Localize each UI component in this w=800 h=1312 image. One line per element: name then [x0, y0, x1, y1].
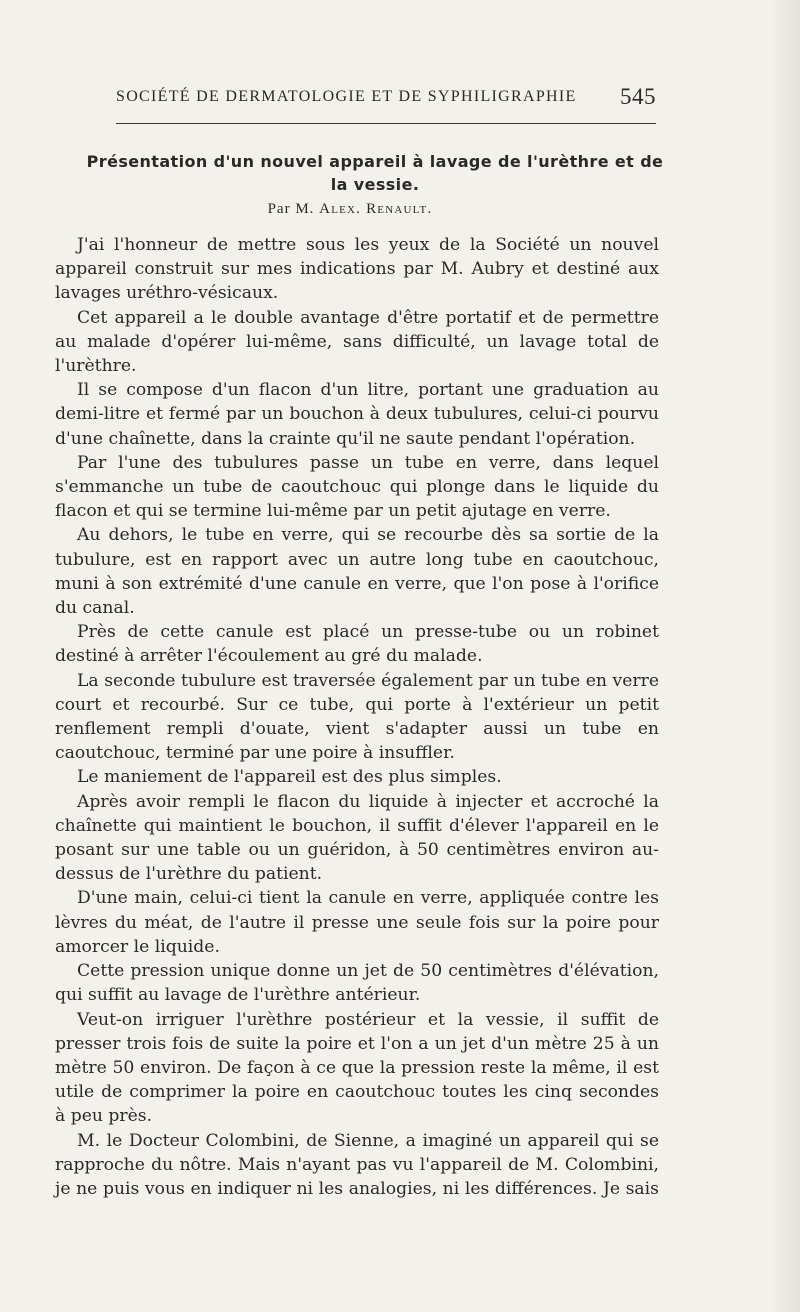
header-rule	[116, 123, 656, 124]
paragraph: Veut-on irriguer l'urèthre postérieur et la vessie, il suffit de presser trois fois de suite la poire et l'on a un jet d'un mètre 25 à un mètre 50 environ. De façon à ce que la pression reste la même, il est utile de comprimer la poire en caoutchouc toutes les cinq secondes à peu près.	[55, 1009, 659, 1127]
paragraph: Il se compose d'un flacon d'un litre, portant une graduation au demi-litre et fermé par un bouchon à deux tubulures, celui-ci pourvu d'une chaînette, dans la crainte qu'il ne saute pendant l'opération.	[55, 380, 659, 449]
paragraph: Au dehors, le tube en verre, qui se recourbe dès sa sortie de la tubulure, est en rapport avec un autre long tube en caoutchouc, muni à son extrémité d'une canule en verre, que l'on pose à l'orifice du canal.	[55, 525, 659, 619]
page-number: 545	[620, 84, 656, 109]
paragraph: J'ai l'honneur de mettre sous les yeux de la Société un nouvel appareil construit sur mes indications par M. Aubry et destiné aux lavages uréthro-vésicaux.	[55, 235, 659, 304]
paragraph: M. le Docteur Colombini, de Sienne, a imaginé un appareil qui se rapproche du nôtre. Mais n'ayant pas vu l'appareil de M. Colombini, je ne puis vous en indiquer ni les analogies, ni les différences. Je sais	[55, 1130, 659, 1199]
paragraph: Près de cette canule est placé un presse-tube ou un robinet destiné à arrêter l'écoulement au gré du malade.	[55, 622, 659, 667]
paragraph: D'une main, celui-ci tient la canule en verre, appliquée contre les lèvres du méat, de l'autre il presse une seule fois sur la poire pour amorcer le liquide.	[55, 888, 659, 957]
paragraph: La seconde tubulure est traversée également par un tube en verre court et recourbé. Sur ce tube, qui porte à l'extérieur un petit renflement rempli d'ouate, vient s'adapter aussi un tube en caoutchouc, terminé par une poire à insuffler.	[55, 670, 659, 764]
paragraph: Cet appareil a le double avantage d'être portatif et de permettre au malade d'opérer lui-même, sans difficulté, un lavage total de l'urèthre.	[55, 307, 659, 377]
article-title: Présentation d'un nouvel appareil à lavage de l'urèthre et de la vessie.	[86, 152, 664, 194]
paragraph: Par l'une des tubulures passe un tube en verre, dans lequel s'emmanche un tube de caoutchouc qui plonge dans le liquide du flacon et qui se termine lui-même par un petit ajutage en verre.	[55, 452, 659, 522]
running-head	[116, 86, 656, 112]
author-name: Alex. Renault.	[319, 201, 433, 217]
byline-prefix: Par M.	[267, 201, 315, 217]
paragraph: Après avoir rempli le flacon du liquide à injecter et accroché la chaînette qui maintient le bouchon, il suffit d'élever l'appareil en le posant sur une table ou un guéridon, à 50 centimètres environ au-dessus de l'urèthre du patient.	[55, 791, 659, 885]
paragraph: Cette pression unique donne un jet de 50 centimètres d'élévation, qui suffit au lavage de l'urèthre antérieur.	[55, 961, 659, 1006]
page-edge-shadow	[770, 0, 800, 1312]
running-title: SOCIÉTÉ DE DERMATOLOGIE ET DE SYPHILIGRAPHIE	[116, 88, 577, 105]
paragraph: Le maniement de l'appareil est des plus simples.	[77, 767, 502, 788]
article-body	[55, 233, 659, 1201]
byline	[240, 201, 460, 218]
